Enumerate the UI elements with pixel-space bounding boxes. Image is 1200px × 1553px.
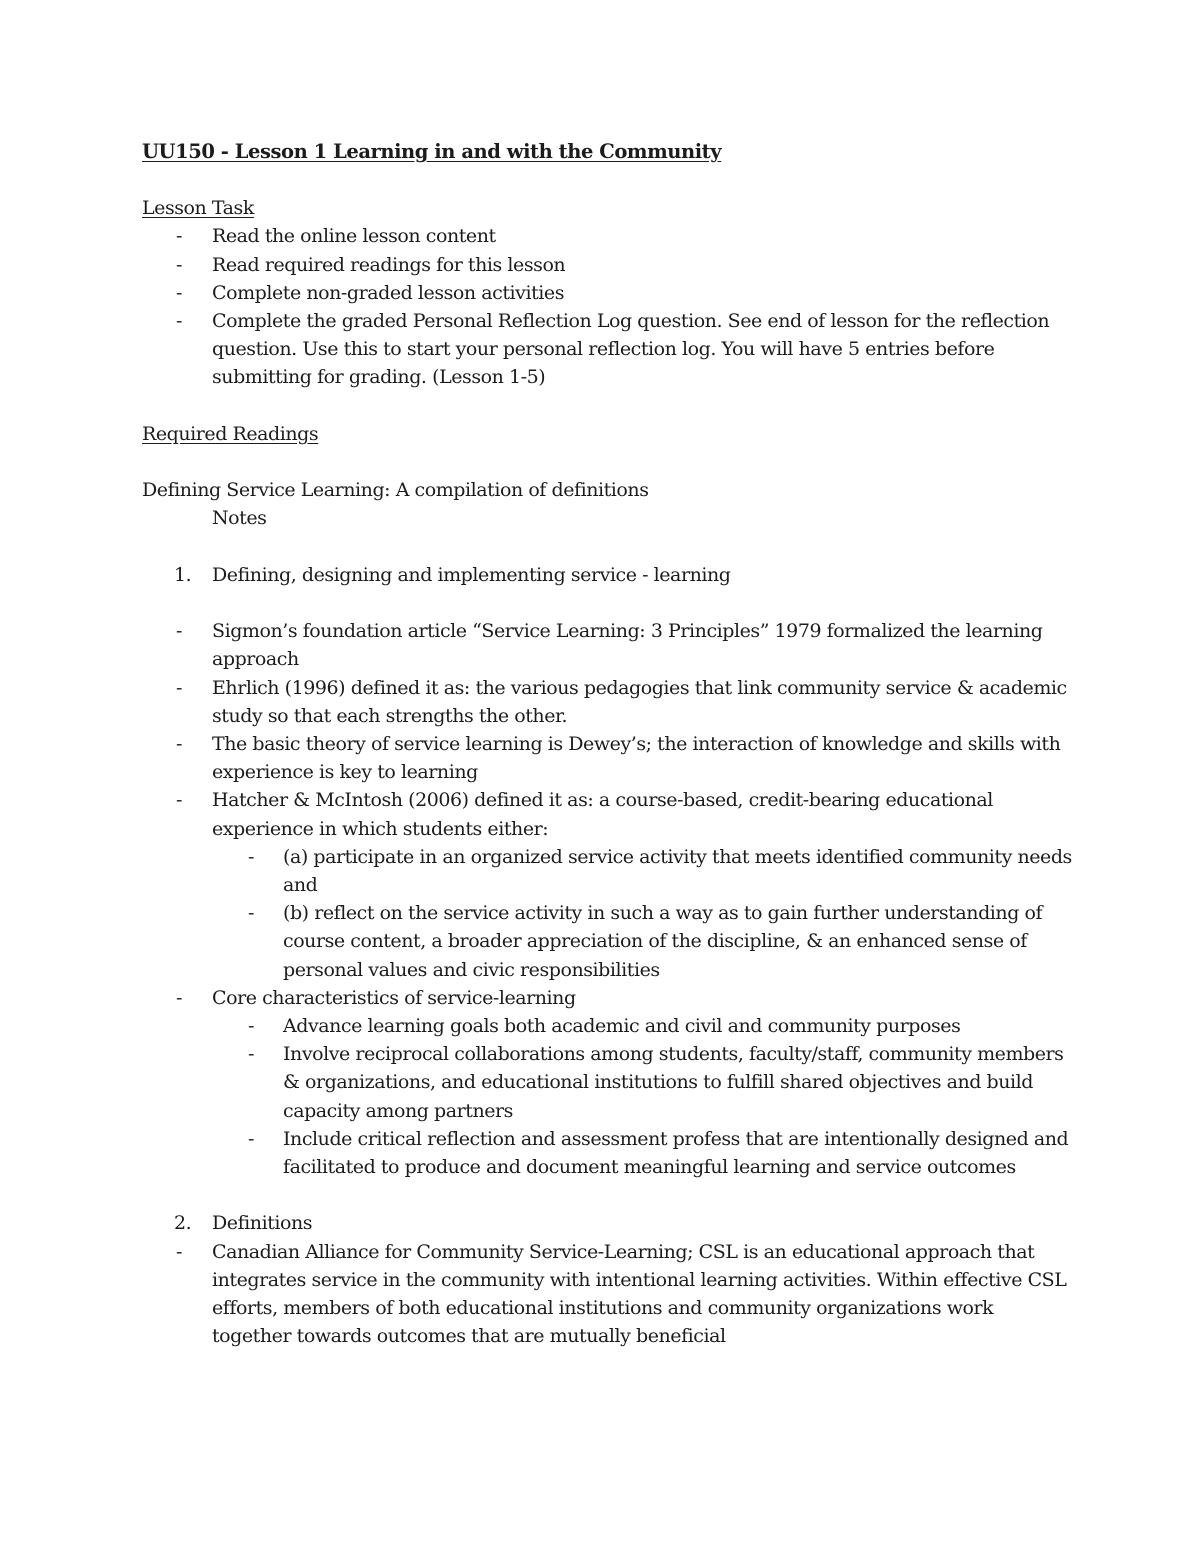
document-title: UU150 - Lesson 1 Learning in and with the Community [142,140,722,163]
note-item: - The basic theory of service learning is Dewey’s; the interaction of knowledge and skills with experience is key to learning [142,730,1072,786]
lesson-task-item: - Read the online lesson content [142,222,1072,250]
note-item: - Canadian Alliance for Community Service-Learning; CSL is an educational approach that integrates service in the community with intentional learning activities. Within effective CSL efforts, members of both educational institutions and community organizations work together towards outcomes that are mutually beneficial [142,1238,1072,1351]
lesson-task-heading: Lesson Task [142,197,254,220]
sub-note-item: - (a) participate in an organized service activity that meets identified community needs and [212,843,1072,899]
document-page [142,138,1072,1350]
note-item-hatcher [142,786,1072,983]
section-1-heading [142,561,1072,589]
note-item-core [142,984,1072,1181]
section-number: 1. [174,563,192,586]
lesson-task-list [142,222,1072,391]
sub-note-item: - Involve reciprocal collaborations among students, faculty/staff, community members & organizations, and educational institutions to fulfill shared objectives and build capacity among partners [212,1040,1072,1125]
note-item: - Ehrlich (1996) defined it as: the various pedagogies that link community service & academic study so that each strengths the other. [142,674,1072,730]
note-item-text: Hatcher & McIntosh (2006) defined it as: a course-based, credit-bearing educational experience in which students either: [212,789,993,840]
lesson-task-item: - Complete non-graded lesson activities [142,279,1072,307]
lesson-task-item: - Complete the graded Personal Reflection Log question. See end of lesson for the reflection question. Use this to start your personal reflection log. You will have 5 entries before submitting for grading. (Lesson 1-5) [142,307,1072,392]
core-sublist [212,1012,1072,1181]
spacer [142,533,1072,561]
section-number: 2. [174,1212,192,1235]
section-2-list [142,1238,1072,1351]
section-2-heading [142,1209,1072,1237]
reading-title: Defining Service Learning: A compilation of definitions [142,479,649,502]
sub-note-item: - (b) reflect on the service activity in such a way as to gain further understanding of course content, a broader appreciation of the discipline, & an enhanced sense of personal values and civic responsibilities [212,899,1072,984]
section-1-list [142,617,1072,1181]
section-title: Defining, designing and implementing service - learning [212,563,731,586]
note-item: - Sigmon’s foundation article “Service Learning: 3 Principles” 1979 formalized the learning approach [142,617,1072,673]
required-readings-heading: Required Readings [142,422,319,445]
sub-note-item: - Advance learning goals both academic and civil and community purposes [212,1012,1072,1040]
spacer [142,589,1072,617]
hatcher-sublist [212,843,1072,984]
section-title: Definitions [212,1212,313,1235]
notes-label: Notes [212,507,267,530]
sub-note-item: - Include critical reflection and assessment profess that are intentionally designed and facilitated to produce and document meaningful learning and service outcomes [212,1125,1072,1181]
lesson-task-item: - Read required readings for this lesson [142,251,1072,279]
spacer [142,392,1072,420]
note-item-text: Core characteristics of service-learning [212,986,576,1009]
spacer [142,1181,1072,1209]
spacer [142,448,1072,476]
